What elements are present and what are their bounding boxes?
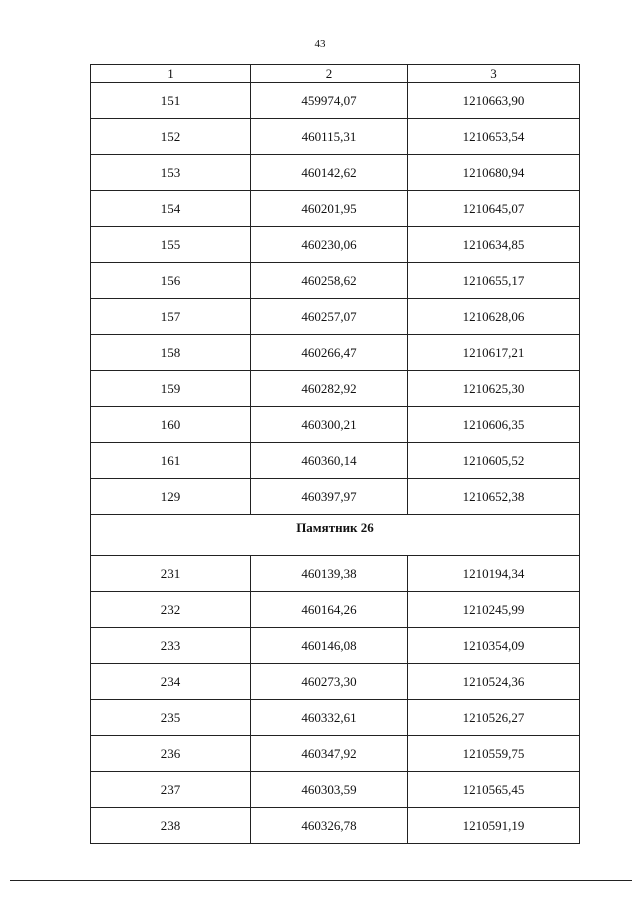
column-header: 1: [91, 65, 251, 83]
y-coordinate-cell: 1210591,19: [408, 808, 580, 844]
point-number-cell: 151: [91, 83, 251, 119]
point-number-cell: 129: [91, 479, 251, 515]
x-coordinate-cell: 460282,92: [251, 371, 408, 407]
point-number-cell: 153: [91, 155, 251, 191]
x-coordinate-cell: 460300,21: [251, 407, 408, 443]
y-coordinate-cell: 1210655,17: [408, 263, 580, 299]
point-number-cell: 152: [91, 119, 251, 155]
table-row: [91, 407, 580, 443]
y-coordinate-cell: 1210245,99: [408, 592, 580, 628]
point-number-cell: 158: [91, 335, 251, 371]
x-coordinate-cell: 460164,26: [251, 592, 408, 628]
table-row: [91, 263, 580, 299]
table-row: [91, 83, 580, 119]
point-number-cell: 238: [91, 808, 251, 844]
table-row: [91, 736, 580, 772]
section-title: Памятник 26: [91, 515, 580, 556]
point-number-cell: 236: [91, 736, 251, 772]
x-coordinate-cell: 460258,62: [251, 263, 408, 299]
x-coordinate-cell: 460201,95: [251, 191, 408, 227]
y-coordinate-cell: 1210680,94: [408, 155, 580, 191]
table-row: [91, 808, 580, 844]
x-coordinate-cell: 460146,08: [251, 628, 408, 664]
y-coordinate-cell: 1210652,38: [408, 479, 580, 515]
point-number-cell: 161: [91, 443, 251, 479]
point-number-cell: 235: [91, 700, 251, 736]
table-row: [91, 119, 580, 155]
point-number-cell: 154: [91, 191, 251, 227]
y-coordinate-cell: 1210617,21: [408, 335, 580, 371]
point-number-cell: 231: [91, 556, 251, 592]
column-header: 2: [251, 65, 408, 83]
point-number-cell: 237: [91, 772, 251, 808]
x-coordinate-cell: 460360,14: [251, 443, 408, 479]
y-coordinate-cell: 1210526,27: [408, 700, 580, 736]
table-row: [91, 299, 580, 335]
x-coordinate-cell: 460273,30: [251, 664, 408, 700]
point-number-cell: 156: [91, 263, 251, 299]
table-row: [91, 335, 580, 371]
table-row: [91, 628, 580, 664]
x-coordinate-cell: 460139,38: [251, 556, 408, 592]
section-row: [91, 515, 580, 556]
x-coordinate-cell: 460347,92: [251, 736, 408, 772]
point-number-cell: 233: [91, 628, 251, 664]
table-row: [91, 664, 580, 700]
page-number: 43: [314, 38, 326, 50]
table-row: [91, 479, 580, 515]
column-header: 3: [408, 65, 580, 83]
point-number-cell: 234: [91, 664, 251, 700]
y-coordinate-cell: 1210565,45: [408, 772, 580, 808]
table-row: [91, 700, 580, 736]
footer-rule: [10, 880, 632, 881]
x-coordinate-cell: 460303,59: [251, 772, 408, 808]
x-coordinate-cell: 460142,62: [251, 155, 408, 191]
y-coordinate-cell: 1210663,90: [408, 83, 580, 119]
table-header-row: [91, 65, 580, 83]
point-number-cell: 232: [91, 592, 251, 628]
table-row: [91, 556, 580, 592]
y-coordinate-cell: 1210625,30: [408, 371, 580, 407]
x-coordinate-cell: 460332,61: [251, 700, 408, 736]
table-row: [91, 155, 580, 191]
y-coordinate-cell: 1210606,35: [408, 407, 580, 443]
table-row: [91, 227, 580, 263]
y-coordinate-cell: 1210194,34: [408, 556, 580, 592]
x-coordinate-cell: 460397,97: [251, 479, 408, 515]
y-coordinate-cell: 1210605,52: [408, 443, 580, 479]
x-coordinate-cell: 460257,07: [251, 299, 408, 335]
table-row: [91, 443, 580, 479]
y-coordinate-cell: 1210645,07: [408, 191, 580, 227]
table-row: [91, 772, 580, 808]
x-coordinate-cell: 459974,07: [251, 83, 408, 119]
y-coordinate-cell: 1210354,09: [408, 628, 580, 664]
x-coordinate-cell: 460326,78: [251, 808, 408, 844]
table-row: [91, 592, 580, 628]
table-row: [91, 371, 580, 407]
y-coordinate-cell: 1210628,06: [408, 299, 580, 335]
table-row: [91, 191, 580, 227]
point-number-cell: 155: [91, 227, 251, 263]
y-coordinate-cell: 1210653,54: [408, 119, 580, 155]
x-coordinate-cell: 460230,06: [251, 227, 408, 263]
coordinates-table: [90, 64, 580, 844]
x-coordinate-cell: 460115,31: [251, 119, 408, 155]
y-coordinate-cell: 1210634,85: [408, 227, 580, 263]
point-number-cell: 157: [91, 299, 251, 335]
x-coordinate-cell: 460266,47: [251, 335, 408, 371]
point-number-cell: 160: [91, 407, 251, 443]
point-number-cell: 159: [91, 371, 251, 407]
y-coordinate-cell: 1210559,75: [408, 736, 580, 772]
y-coordinate-cell: 1210524,36: [408, 664, 580, 700]
